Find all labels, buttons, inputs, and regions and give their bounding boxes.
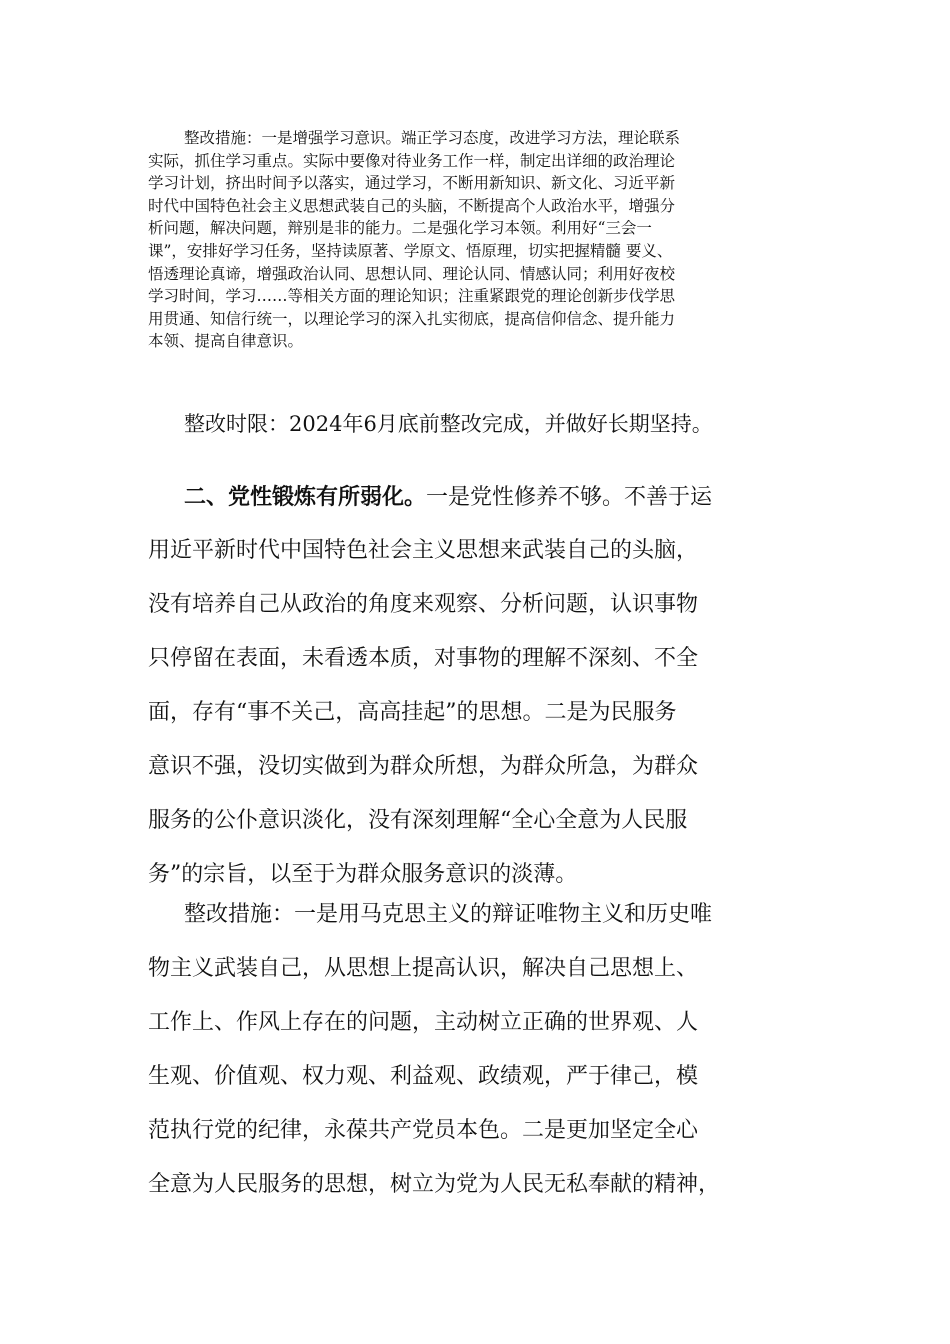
text-line: 没有培养自己从政治的角度来观察、分析问题，认识事物 xyxy=(148,592,699,617)
section1-deadline: 整改时限：2024年6月底前整改完成，并做好长期坚持。 xyxy=(184,412,713,436)
text-line: 悟透理论真谛，增强政治认同、思想认同、理论认同、情感认同；利用好夜校 xyxy=(148,264,676,283)
section1-measures-paragraph xyxy=(148,127,808,353)
text-line: 析问题，解决问题，辩别是非的能力。二是强化学习本领。利用好“三会一 xyxy=(148,219,652,238)
text-line: 工作上、作风上存在的问题，主动树立正确的世界观、人 xyxy=(148,1010,699,1035)
text-line: 意识不强，没切实做到为群众所想，为群众所急，为群众 xyxy=(148,754,699,779)
text-line: 时代中国特色社会主义思想武装自己的头脑，不断提高个人政治水平，增强分 xyxy=(148,196,676,215)
section2-heading: 二、党性锻炼有所弱化。 xyxy=(184,484,427,510)
text-line: 本领、提高自律意识。 xyxy=(148,332,304,351)
text-line: 生观、价值观、权力观、利益观、政绩观，严于律己，模 xyxy=(148,1064,699,1089)
text-line: 面，存有“事不关己，高高挂起”的思想。二是为民服务 xyxy=(148,700,677,725)
text-line: 务”的宗旨，以至于为群众服务意识的淡薄。 xyxy=(148,862,578,887)
text-line: 服务的公仆意识淡化，没有深刻理解“全心全意为人民服 xyxy=(148,808,688,833)
section2-first-line-rest: 一是党性修养不够。不善于运 xyxy=(426,485,713,510)
text-line: 物主义武装自己，从思想上提高认识，解决自己思想上、 xyxy=(148,956,699,981)
text-line: 学习时间，学习……等相关方面的理论知识；注重紧跟党的理论创新步伐学思 xyxy=(148,287,676,306)
text-line: 整改措施：一是增强学习意识。端正学习态度，改进学习方法，理论联系 xyxy=(184,129,681,147)
section2-paragraph xyxy=(148,470,848,902)
text-line: 课”，安排好学习任务，坚持读原著、学原文、悟原理，切实把握精髓 要义、 xyxy=(148,241,673,260)
section2-first-line xyxy=(148,470,848,524)
text-line: 实际，抓住学习重点。实际中要像对待业务工作一样，制定出详细的政治理论 xyxy=(148,151,676,170)
section2-measures-paragraph xyxy=(148,888,848,1212)
text-line: 用贯通、知信行统一，以理论学习的深入扎实彻底，提高信仰信念、提升能力 xyxy=(148,309,676,328)
text-line: 范执行党的纪律，永葆共产党员本色。二是更加坚定全心 xyxy=(148,1118,699,1143)
text-line: 整改措施：一是用马克思主义的辩证唯物主义和历史唯 xyxy=(184,902,713,927)
text-line: 全意为人民服务的思想，树立为党为人民无私奉献的精神， xyxy=(148,1172,721,1197)
text-line: 只停留在表面，未看透本质，对事物的理解不深刻、不全 xyxy=(148,646,699,671)
text-line: 用近平新时代中国特色社会主义思想来武装自己的头脑， xyxy=(148,538,699,563)
text-line: 学习计划，挤出时间予以落实，通过学习，不断用新知识、新文化、习近平新 xyxy=(148,174,676,193)
